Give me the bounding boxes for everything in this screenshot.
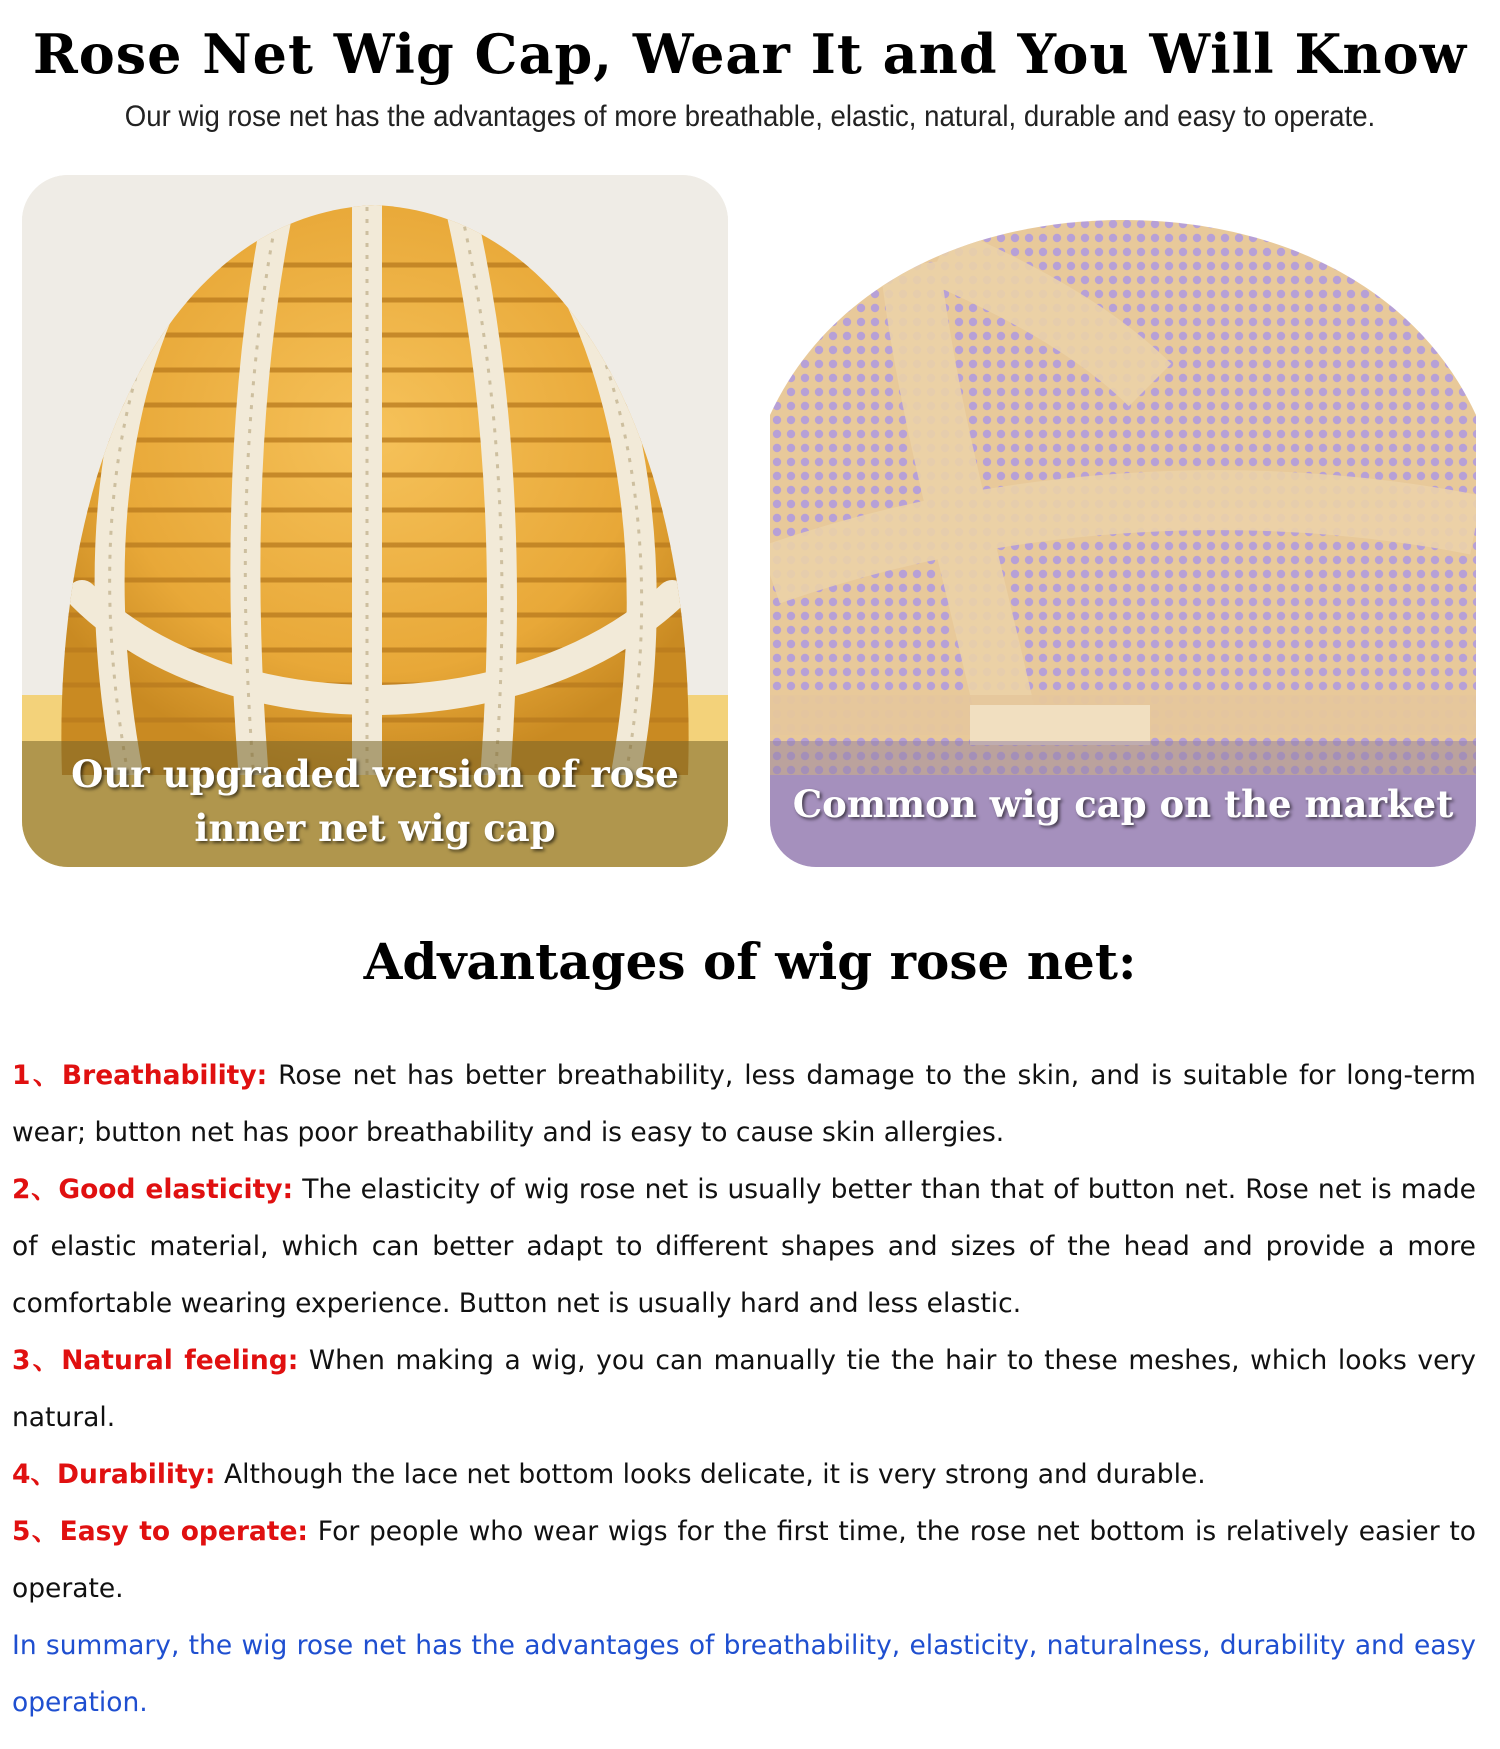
item-text: For people who wear wigs for the first time, the rose net bottom is relatively easier to operate.	[12, 1516, 1476, 1604]
item-label: Breathability:	[61, 1060, 268, 1091]
common-cap-caption: Common wig cap on the market	[770, 741, 1476, 867]
advantages-heading: Advantages of wig rose net:	[363, 932, 1137, 991]
advantages-list	[12, 1047, 1476, 1731]
item-number: 4、	[12, 1459, 57, 1490]
item-number: 5、	[12, 1516, 60, 1547]
common-cap-photo	[770, 175, 1476, 867]
advantage-item-easy	[12, 1503, 1476, 1617]
item-label: Easy to operate:	[59, 1516, 309, 1547]
page-title: Rose Net Wig Cap, Wear It and You Will Know	[32, 22, 1468, 86]
item-label: Natural feeling:	[61, 1345, 299, 1376]
item-text: Rose net has better breathability, less damage to the skin, and is suitable for long-term wear; button net has poor breathability and is easy to cause skin allergies.	[12, 1060, 1476, 1148]
item-text: When making a wig, you can manually tie the hair to these meshes, which looks very natural.	[12, 1345, 1476, 1433]
item-text: Although the lace net bottom looks delicate, it is very strong and durable.	[215, 1459, 1206, 1490]
item-number: 2、	[12, 1174, 59, 1205]
rose-net-caption-line2: inner net wig cap	[194, 806, 556, 850]
advantage-item-durability	[12, 1446, 1476, 1503]
rose-net-caption-line1: Our upgraded version of rose	[71, 752, 679, 796]
rose-net-caption	[22, 741, 728, 867]
item-label: Good elasticity:	[58, 1174, 294, 1205]
item-number: 3、	[12, 1345, 62, 1376]
page-subtitle: Our wig rose net has the advantages of more breathable, elastic, natural, durable and easy to operate.	[124, 100, 1376, 133]
advantage-item-elasticity	[12, 1161, 1476, 1332]
advantage-item-natural	[12, 1332, 1476, 1446]
item-text: The elasticity of wig rose net is usually better than that of button net. Rose net is made of elastic material, which can better adapt to different shapes and sizes of the head and provide a more comfortable wearing experience. Button net is usually hard and less elastic.	[12, 1174, 1476, 1319]
advantage-item-breathability	[12, 1047, 1476, 1161]
item-number: 1、	[12, 1060, 62, 1091]
summary-text: In summary, the wig rose net has the advantages of breathability, elasticity, naturalness, durability and easy operation.	[12, 1630, 1476, 1718]
rose-net-cap-photo	[22, 175, 728, 867]
item-label: Durability:	[56, 1459, 216, 1490]
